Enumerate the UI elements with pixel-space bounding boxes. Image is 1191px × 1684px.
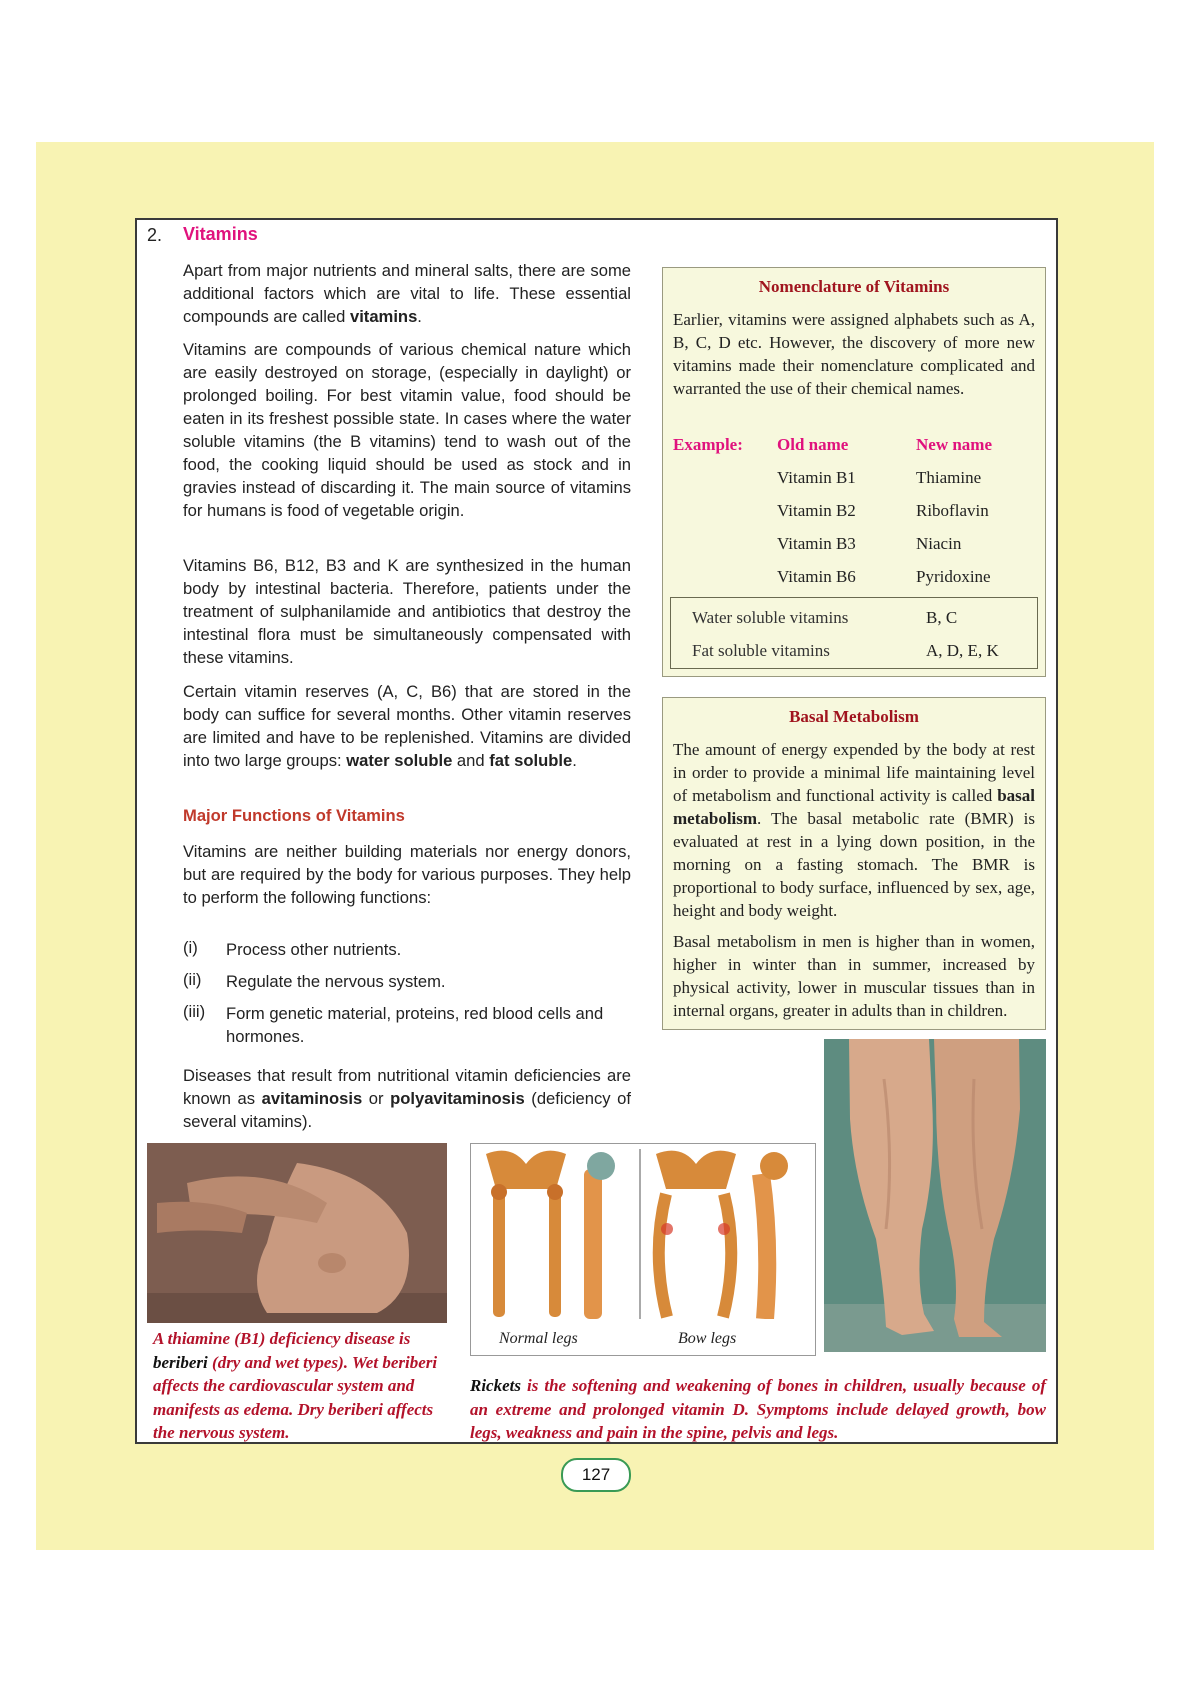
solubility-value: A, D, E, K [926, 641, 999, 660]
list-item-number: (i) [183, 938, 198, 957]
basal-metabolism-text-2: Basal metabolism in men is higher than in women, higher in winter than in summer, increased by physical activity, lower in muscular tissues than in internal organs, greater in adults than in children. [673, 932, 1035, 1020]
list-item-text: Form genetic material, proteins, red blood cells and hormones. [226, 1004, 604, 1046]
section-number: 2. [147, 225, 163, 245]
solubility-label: Fat soluble vitamins [692, 641, 830, 660]
basal-metabolism-text: The amount of energy expended by the body at rest in order to provide a minimal life maintaining level of metabolism and functional activity is called basal metabolism. The basal metabolic rate (BMR) is evaluated at rest in a lying down position, in the morning on a fasting stomach. The BMR is proportional to body surface, influenced by sex, age, height and body weight. [673, 740, 1035, 920]
old-name-cell: Vitamin B2 [777, 501, 856, 520]
basal-metabolism-box [662, 697, 1046, 1030]
leg-bones-illustration [471, 1144, 815, 1319]
swollen-foot-illustration [147, 1143, 447, 1323]
list-item-number: (ii) [183, 970, 202, 989]
subheading-functions: Major Functions of Vitamins [183, 806, 405, 825]
normal-legs-label: Normal legs [499, 1330, 578, 1347]
solubility-table [670, 597, 1038, 669]
paragraph-reserves: Certain vitamin reserves (A, C, B6) that are stored in the body can suffice for several months. Other vitamin reserves are limited and have to be replenished. Vitamins are divided into two large groups: water soluble and fat soluble. [183, 682, 631, 770]
new-name-header: New name [916, 435, 993, 454]
rickets-diagram [470, 1143, 816, 1356]
new-name-cell: Riboflavin [916, 501, 989, 520]
list-item-text: Regulate the nervous system. [226, 972, 446, 991]
page-number: 127 [561, 1458, 631, 1492]
beriberi-caption: A thiamine (B1) deficiency disease is beriberi (dry and wet types). Wet beriberi affects the cardiovascular system and manifests as edema. Dry beriberi affects the nervous system. [153, 1329, 438, 1442]
paragraph-intro: Apart from major nutrients and mineral salts, there are some additional factors which are vital to life. These essential compounds are called vitamins. [183, 261, 631, 326]
bow-legs-photo [824, 1039, 1046, 1352]
paragraph-nature: Vitamins are compounds of various chemical nature which are easily destroyed on storage, (especially in daylight) or prolonged boiling. For best vitamin value, food should be eaten in its freshest possible state. In cases where the water soluble vitamins (the B vitamins) tend to wash out of the food, the cooking liquid should be used as stock and in gravies instead of discarding it. The main source of vitamins for humans is food of vegetable origin. [183, 340, 631, 520]
old-name-cell: Vitamin B3 [777, 534, 856, 553]
example-label: Example: [673, 435, 743, 454]
old-name-header: Old name [777, 435, 849, 454]
new-name-cell: Pyridoxine [916, 567, 991, 586]
bow-legs-bones [656, 1151, 788, 1319]
rickets-caption: Rickets is the softening and weakening of bones in children, usually because of an extreme and prolonged vitamin D. Symptoms include delayed growth, bow legs, weakness and pain in the spine, pelvis and legs. [470, 1376, 1046, 1442]
nomenclature-title: Nomenclature of Vitamins [758, 277, 950, 296]
paragraph-avitaminosis: Diseases that result from nutritional vitamin deficiencies are known as avitaminosis or polyavitaminosis (deficiency of several vitamins). [183, 1066, 632, 1131]
new-name-cell: Niacin [916, 534, 962, 553]
beriberi-photo [147, 1143, 447, 1323]
bow-legs-label: Bow legs [678, 1330, 737, 1347]
paragraph-functions: Vitamins are neither building materials nor energy donors, but are required by the body for various purposes. They help to perform the following functions: [183, 842, 631, 907]
old-name-cell: Vitamin B6 [777, 567, 856, 586]
list-item-number: (iii) [183, 1002, 206, 1021]
nomenclature-text: Earlier, vitamins were assigned alphabets such as A, B, C, D etc. However, the discovery of more new vitamins made their nomenclature complicated and warranted the use of their chemical names. [673, 310, 1035, 398]
paragraph-synthesis: Vitamins B6, B12, B3 and K are synthesized in the human body by intestinal bacteria. Therefore, patients under the treatment of sulphanilamide and antibiotics that destroy the intestinal flora must be simultaneously compensated with these vitamins. [183, 556, 631, 667]
solubility-value: B, C [926, 608, 958, 627]
normal-legs-bones [486, 1149, 640, 1319]
list-item-text: Process other nutrients. [226, 940, 402, 959]
solubility-label: Water soluble vitamins [692, 608, 849, 627]
old-name-cell: Vitamin B1 [777, 468, 856, 487]
section-title: Vitamins [183, 224, 258, 244]
basal-metabolism-title: Basal Metabolism [789, 707, 919, 726]
bow-legs-illustration [824, 1039, 1046, 1352]
new-name-cell: Thiamine [916, 468, 982, 487]
